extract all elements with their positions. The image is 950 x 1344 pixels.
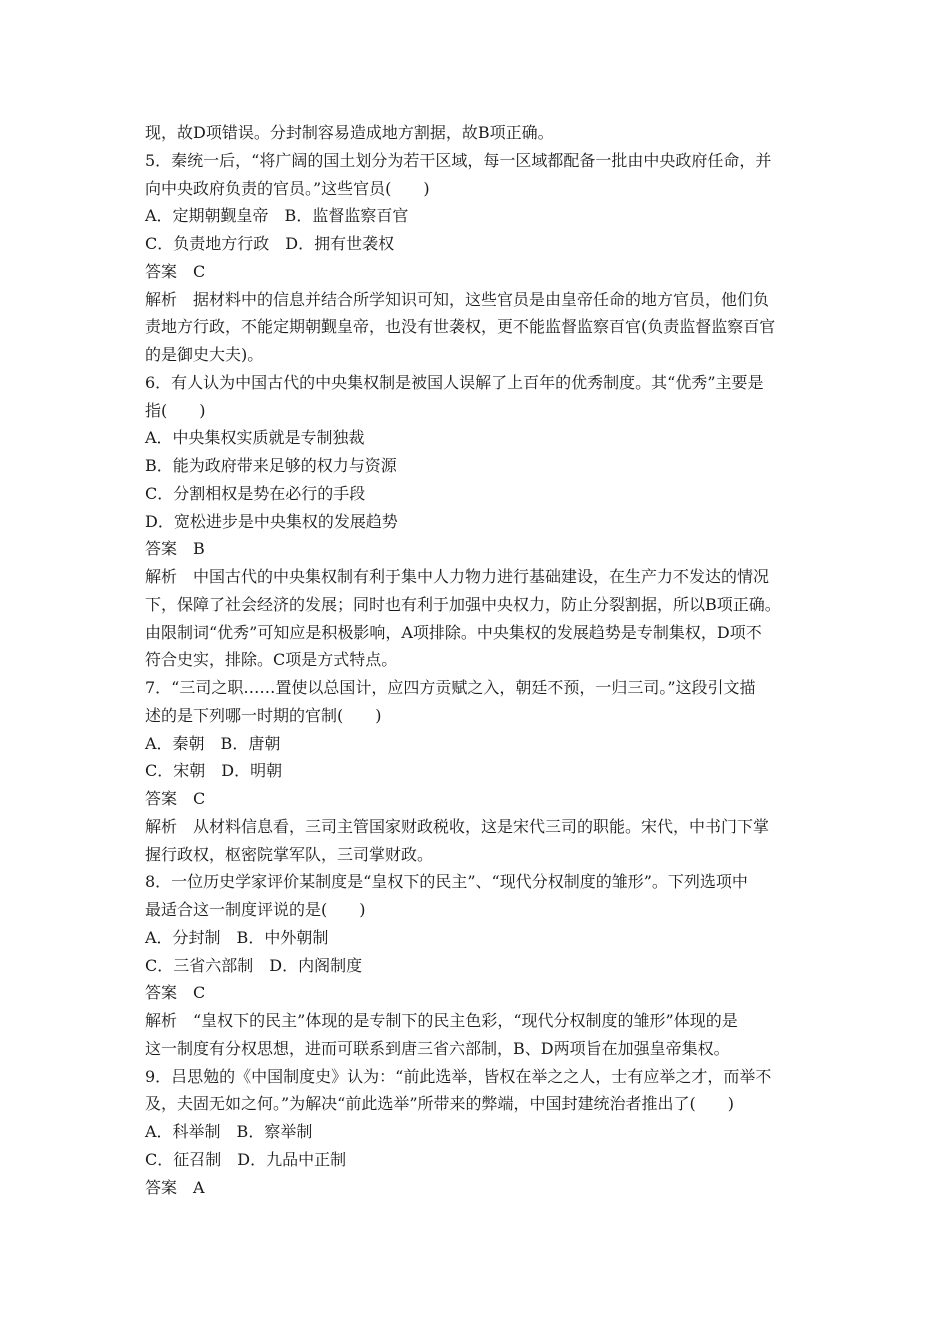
question-8-options: C．三省六部制 D．内阁制度 bbox=[145, 955, 363, 975]
question-6-stem: 指( ) bbox=[145, 400, 206, 420]
question-9-stem: 及，夫固无如之何。”为解决“前此选举”所带来的弊端，中国封建统治者推出了( ) bbox=[145, 1094, 735, 1114]
question-6-option-c: C．分割相权是势在必行的手段 bbox=[145, 483, 366, 503]
question-6-stem: 6．有人认为中国古代的中央集权制是被国人误解了上百年的优秀制度。其“优秀”主要是 bbox=[145, 372, 764, 392]
question-8-analysis: 这一制度有分权思想，进而可联系到唐三省六部制，B、D两项旨在加强皇帝集权。 bbox=[145, 1038, 730, 1058]
question-6-answer: 答案 B bbox=[145, 539, 205, 559]
question-7-analysis: 握行政权，枢密院掌军队，三司掌财政。 bbox=[145, 844, 434, 864]
question-7-stem: 述的是下列哪一时期的官制( ) bbox=[145, 705, 382, 725]
text-line: 现，故D项错误。分封制容易造成地方割据，故B项正确。 bbox=[145, 123, 554, 142]
question-5-options: C．负责地方行政 D．拥有世袭权 bbox=[145, 234, 395, 253]
question-5-analysis: 责地方行政，不能定期朝觐皇帝，也没有世袭权，更不能监督监察百官(负责监督监察百官 bbox=[145, 317, 776, 337]
question-7-analysis: 解析 从材料信息看，三司主管国家财政税收，这是宋代三司的职能。宋代，中书门下掌 bbox=[145, 816, 770, 836]
question-8-options: A．分封制 B．中外朝制 bbox=[145, 927, 329, 947]
question-7-options: A．秦朝 B．唐朝 bbox=[145, 733, 281, 753]
question-5-stem: 向中央政府负责的官员。”这些官员( ) bbox=[145, 178, 430, 198]
question-8-stem: 最适合这一制度评说的是( ) bbox=[145, 900, 366, 919]
question-6-analysis: 下，保障了社会经济的发展；同时也有利于加强中央权力，防止分裂割据，所以B项正确。 bbox=[145, 594, 781, 614]
question-5-options: A．定期朝觐皇帝 B．监督监察百官 bbox=[145, 206, 409, 226]
question-8-analysis: 解析 “皇权下的民主”体现的是专制下的民主色彩，“现代分权制度的雏形”体现的是 bbox=[145, 1011, 738, 1030]
document-body bbox=[145, 119, 815, 1201]
question-5-analysis: 解析 据材料中的信息并结合所学知识可知，这些官员是由皇帝任命的地方官员，他们负 bbox=[145, 289, 770, 309]
question-6-analysis: 解析 中国古代的中央集权制有利于集中人力物力进行基础建设，在生产力不发达的情况 bbox=[145, 567, 770, 586]
question-7-stem: 7．“三司之职……置使以总国计，应四方贡赋之入，朝廷不预，一归三司。”这段引文描 bbox=[145, 678, 756, 697]
question-6-option-a: A．中央集权实质就是专制独裁 bbox=[145, 428, 365, 448]
question-9-options: C．征召制 D．九品中正制 bbox=[145, 1149, 347, 1169]
question-6-option-d: D．宽松进步是中央集权的发展趋势 bbox=[145, 511, 398, 531]
question-5-analysis: 的是御史大夫)。 bbox=[145, 345, 264, 364]
question-5-stem: 5．秦统一后，“将广阔的国土划分为若干区域，每一区域都配备一批由中央政府任命，并 bbox=[145, 150, 772, 170]
question-5-answer: 答案 C bbox=[145, 261, 206, 281]
question-8-stem: 8．一位历史学家评价某制度是“皇权下的民主”、“现代分权制度的雏形”。下列选项中 bbox=[145, 872, 748, 892]
question-6-option-b: B．能为政府带来足够的权力与资源 bbox=[145, 456, 397, 475]
question-6-analysis: 由限制词“优秀”可知应是积极影响，A项排除。中央集权的发展趋势是专制集权，D项不 bbox=[145, 622, 762, 642]
question-9-stem: 9．吕思勉的《中国制度史》认为：“前此选举，皆权在举之之人，士有应举之才，而举不 bbox=[145, 1066, 772, 1086]
question-9-answer: 答案 A bbox=[145, 1177, 205, 1197]
question-7-answer: 答案 C bbox=[145, 789, 206, 808]
question-8-answer: 答案 C bbox=[145, 983, 206, 1003]
question-7-options: C．宋朝 D．明朝 bbox=[145, 761, 283, 781]
question-9-options: A．科举制 B．察举制 bbox=[145, 1122, 313, 1141]
question-6-analysis: 符合史实，排除。C项是方式特点。 bbox=[145, 650, 398, 670]
